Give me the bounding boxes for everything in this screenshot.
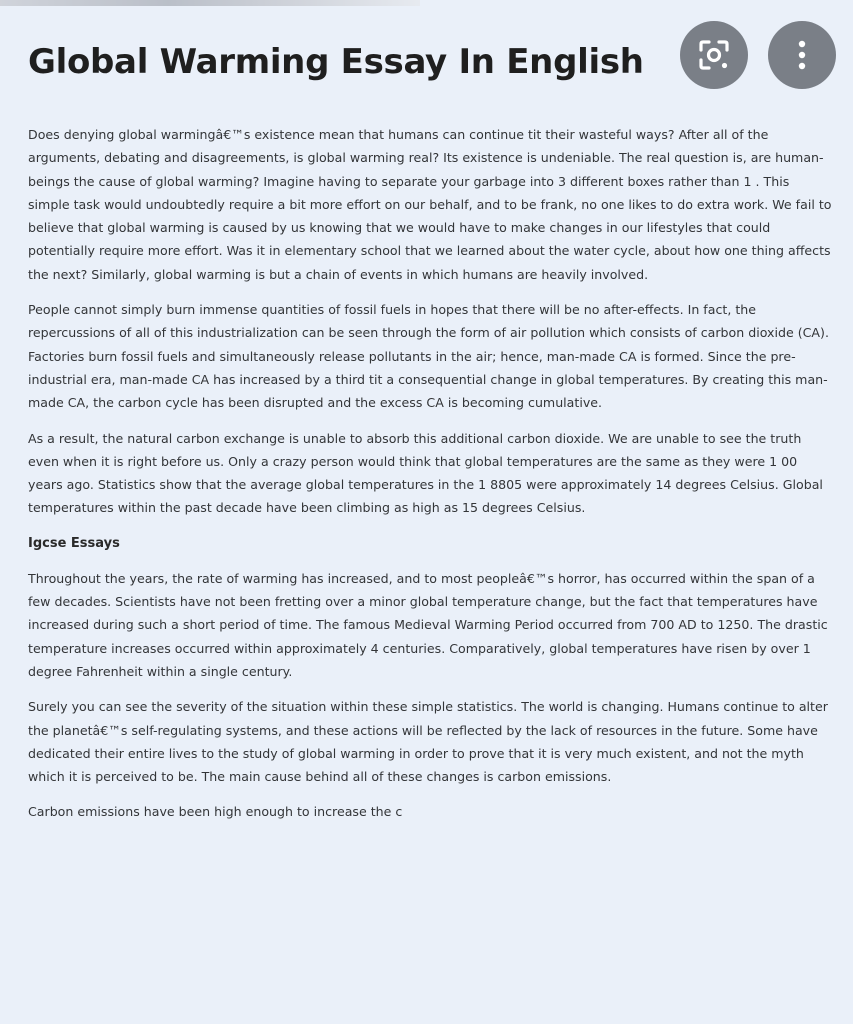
lens-search-button[interactable] [680,21,748,89]
more-vertical-icon [797,40,807,70]
paragraph-1: Does denying global warmingâ€™s existence mean that humans can continue tit their wasteful ways? After all of the arguments, debating and disagreements, is global warming real? Its existence is undeniable. The real question is, are human-beings the cause of global warming? Imagine having to separate your garbage into 3 different boxes rather than 1 . This simple task would undoubtedly require a bit more effort on our behalf, and to be frank, no one likes to do extra work. We fail to believe that global warming is caused by us knowing that we would have to make changes in our lifestyles that could potentially require more effort. Was it in elementary school that we learned about the water cycle, about how one thing affects the next? Similarly, global warming is but a chain of events in which humans are heavily involved. [28,127,832,282]
paragraph-2: People cannot simply burn immense quantities of fossil fuels in hopes that there will be no after-effects. In fact, the repercussions of all of this industrialization can be seen through the form of air pollution which consists of carbon dioxide (CA). Factories burn fossil fuels and simultaneously release pollutants in the air; hence, man-made CA is formed. Since the pre-industrial era, man-made CA has increased by a third tit a consequential change in global temperatures. By creating this man- made CA, the carbon cycle has been disrupted and the excess CA is becoming cumulative. [28,302,829,411]
lens-search-icon [697,38,731,72]
essay-title: Global Warming Essay In English [28,42,644,82]
section-subheading: Igcse Essays [28,535,120,551]
top-cropped-strip [0,0,420,6]
paragraph-3: As a result, the natural carbon exchange is unable to absorb this additional carbon dioxide. We are unable to see the truth even when it is right before us. Only a crazy person would think that global temperatures are the same as they were 1 00 years ago. Statistics show that the average global temperatures in the 1 8805 were approximately 14 degrees Celsius. Global temperatures within the past decade have been climbing as high as 15 degrees Celsius. [28,430,823,516]
essay-body [28,123,834,836]
more-options-button[interactable] [768,21,836,89]
paragraph-4: Throughout the years, the rate of warming has increased, and to most peopleâ€™s horror, has occurred within the span of a few decades. Scientists have not been fretting over a minor global temperature change, but the fact that temperatures have increased during such a short period of time. The famous Medieval Warming Period occurred from 700 AD to 1250. The drastic temperature increases occurred within approximately 4 centuries. Comparatively, global temperatures have risen by over 1 degree Fahrenheit within a single century. [28,570,828,679]
paragraph-6: Carbon emissions have been high enough to increase the c [28,804,403,820]
paragraph-5: Surely you can see the severity of the situation within these simple statistics. The world is changing. Humans continue to alter the planetâ€™s self-regulating systems, and these actions will be reflected by the lack of resources in the future. Some have dedicated their entire lives to the study of global warming in order to prove that it is very much existent, and not the myth which it is perceived to be. The main cause behind all of these changes is carbon emissions. [28,699,828,785]
